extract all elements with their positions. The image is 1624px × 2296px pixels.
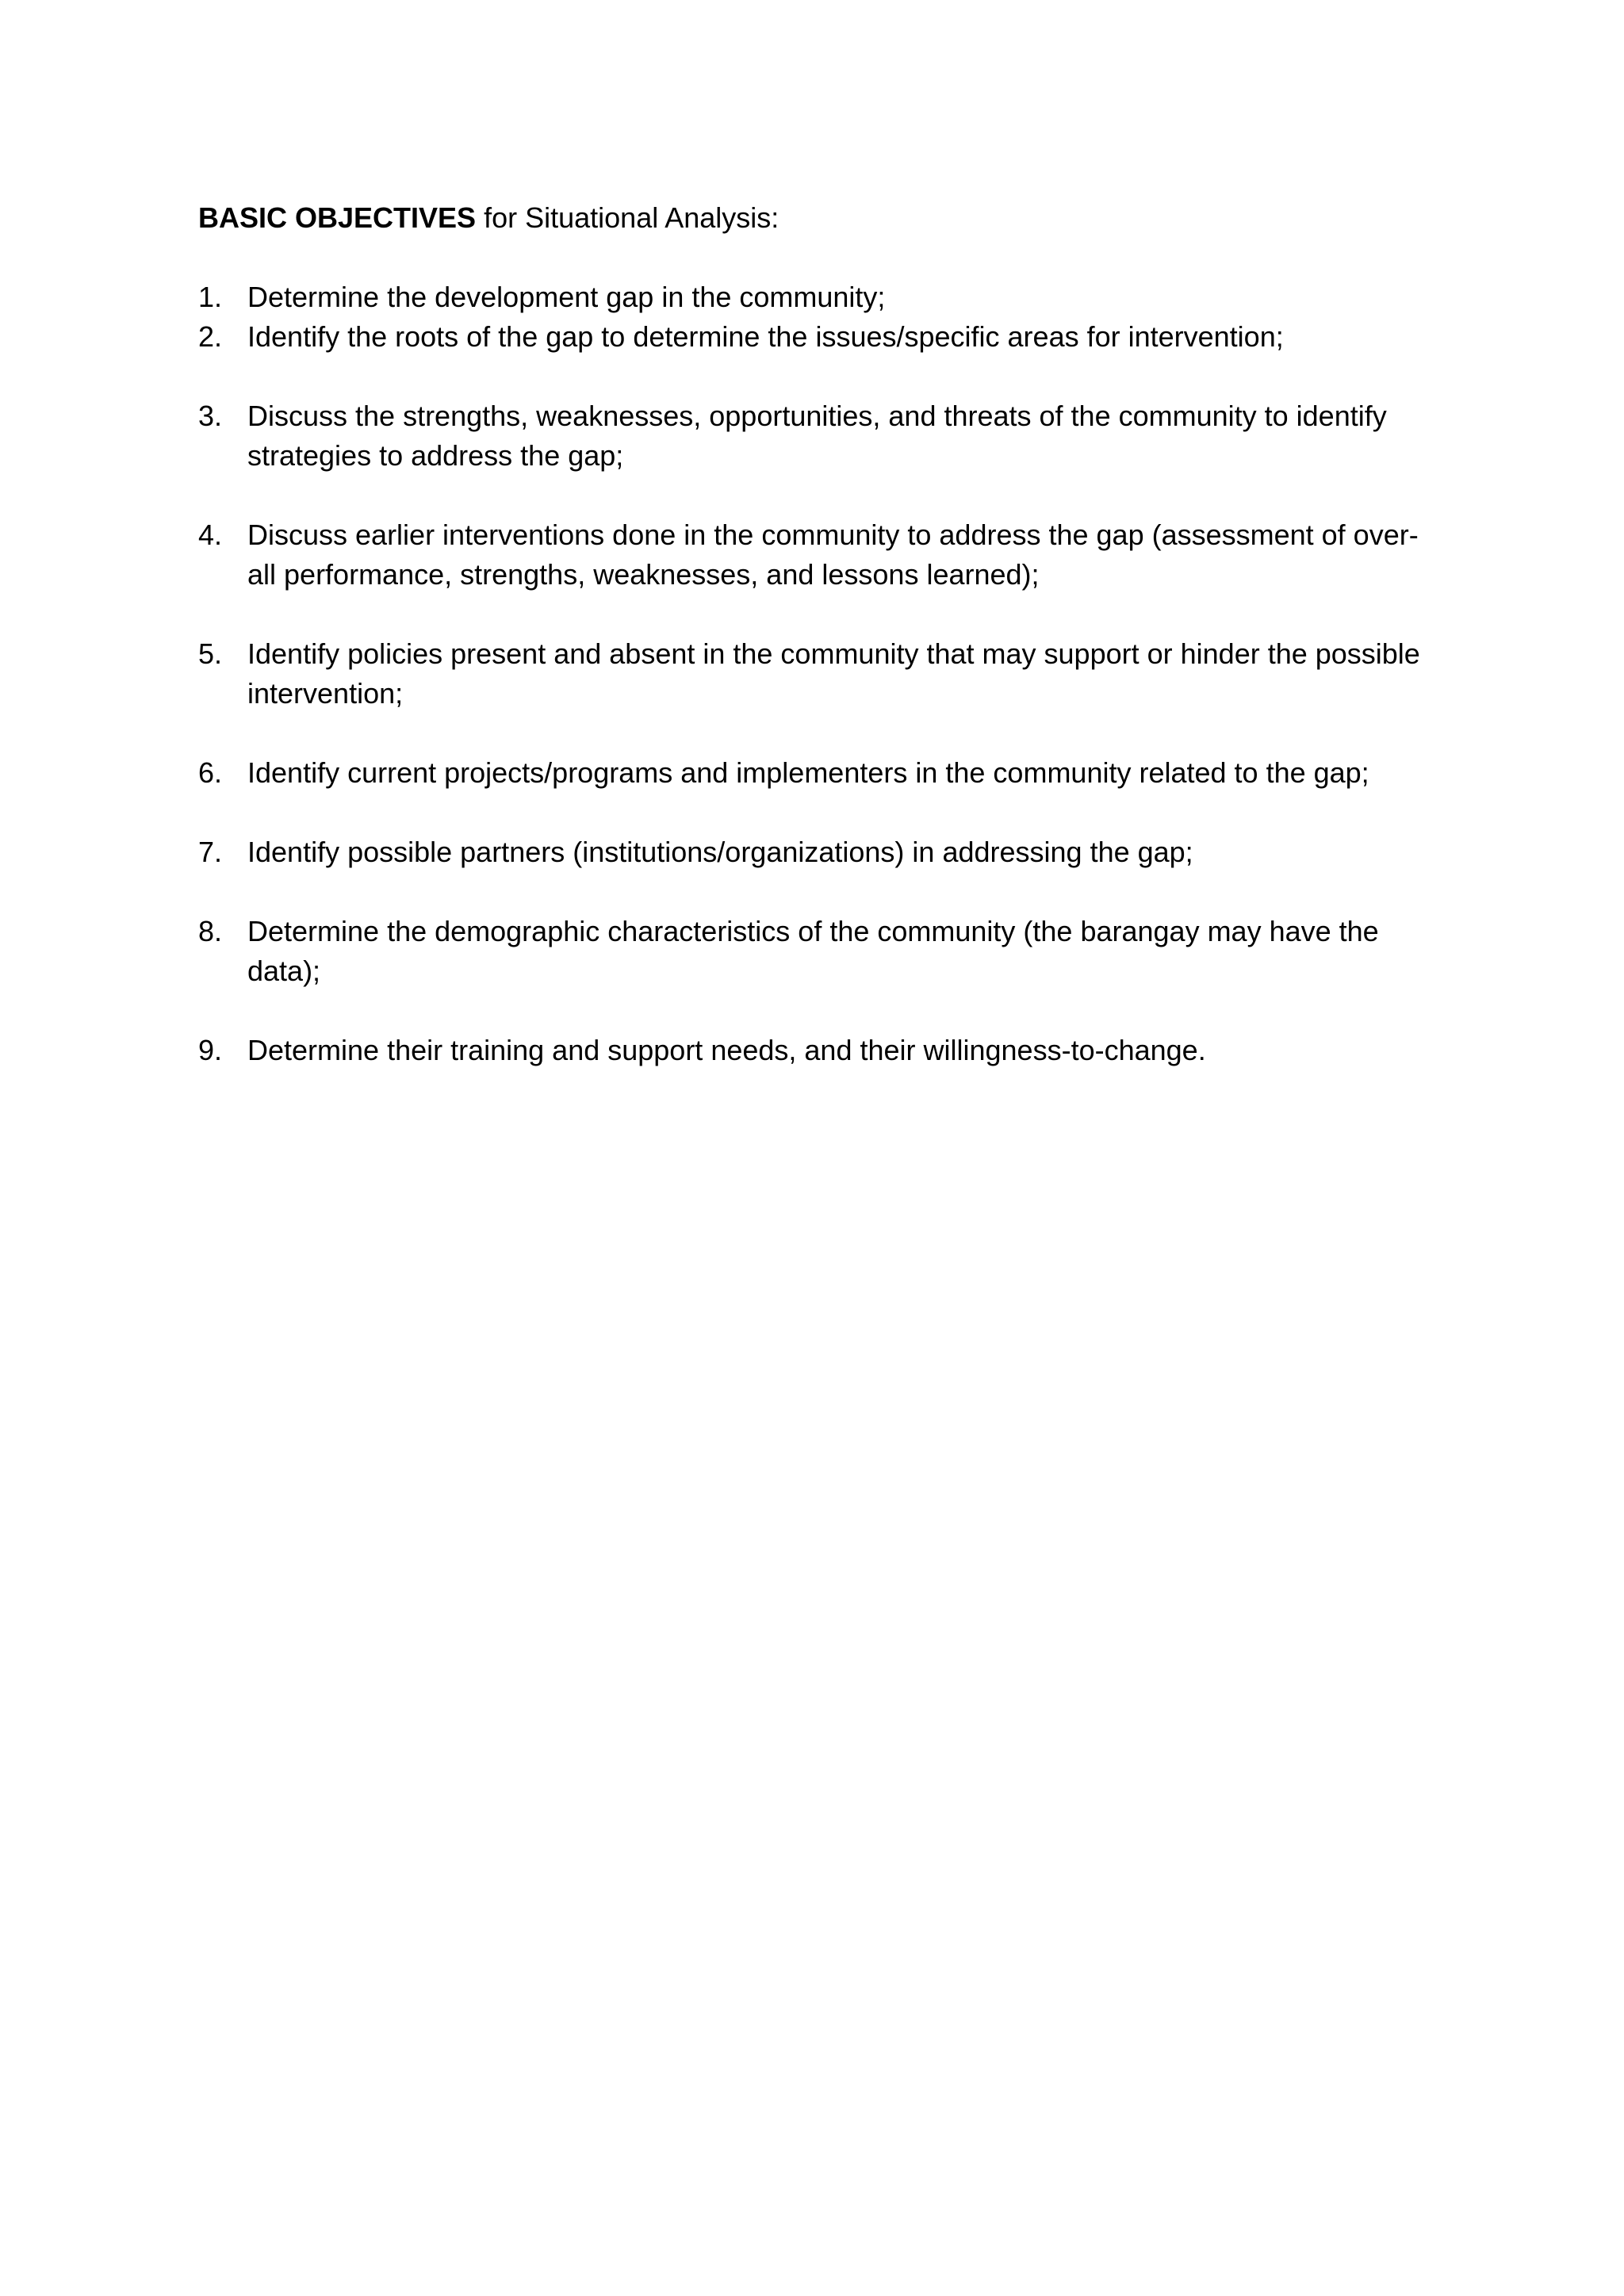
list-item xyxy=(198,396,1435,476)
list-item-text: Discuss the strengths, weaknesses, opportunities, and threats of the community to identify strategies to address the gap; xyxy=(247,400,1387,472)
list-item xyxy=(198,832,1435,872)
list-item-number: 8. xyxy=(198,915,223,947)
list-item xyxy=(198,317,1435,357)
list-item-number: 9. xyxy=(198,1034,223,1066)
list-item xyxy=(198,753,1435,793)
list-item-number: 3. xyxy=(198,400,223,432)
list-item-number: 2. xyxy=(198,320,223,353)
list-item-text: Identify possible partners (institutions/organizations) in addressing the gap; xyxy=(247,836,1193,868)
list-item-text: Identify policies present and absent in the community that may support or hinder the possible intervention; xyxy=(247,637,1420,710)
list-item-number: 7. xyxy=(198,836,223,868)
list-item-number: 5. xyxy=(198,637,223,670)
list-item-text: Identify the roots of the gap to determine the issues/specific areas for intervention; xyxy=(247,320,1284,353)
list-item-number: 1. xyxy=(198,281,223,313)
heading xyxy=(198,198,1435,238)
list-item-text: Discuss earlier interventions done in the community to address the gap (assessment of over-all performance, strengths, weaknesses, and lessons learned); xyxy=(247,519,1419,591)
list-item xyxy=(198,277,1435,317)
list-item-text: Determine their training and support needs, and their willingness-to-change. xyxy=(247,1034,1206,1066)
objectives-list xyxy=(198,277,1435,1070)
list-item xyxy=(198,515,1435,595)
list-item-text: Determine the development gap in the community; xyxy=(247,281,886,313)
list-item xyxy=(198,912,1435,991)
list-item xyxy=(198,1031,1435,1070)
list-item-number: 4. xyxy=(198,519,223,551)
list-item-text: Determine the demographic characteristics of the community (the barangay may have the data); xyxy=(247,915,1379,987)
heading-bold: BASIC OBJECTIVES xyxy=(198,201,477,234)
list-item xyxy=(198,634,1435,714)
list-item-text: Identify current projects/programs and implementers in the community related to the gap; xyxy=(247,756,1369,789)
list-item-number: 6. xyxy=(198,756,223,789)
document-content xyxy=(198,198,1435,1070)
heading-rest: for Situational Analysis: xyxy=(476,201,779,234)
